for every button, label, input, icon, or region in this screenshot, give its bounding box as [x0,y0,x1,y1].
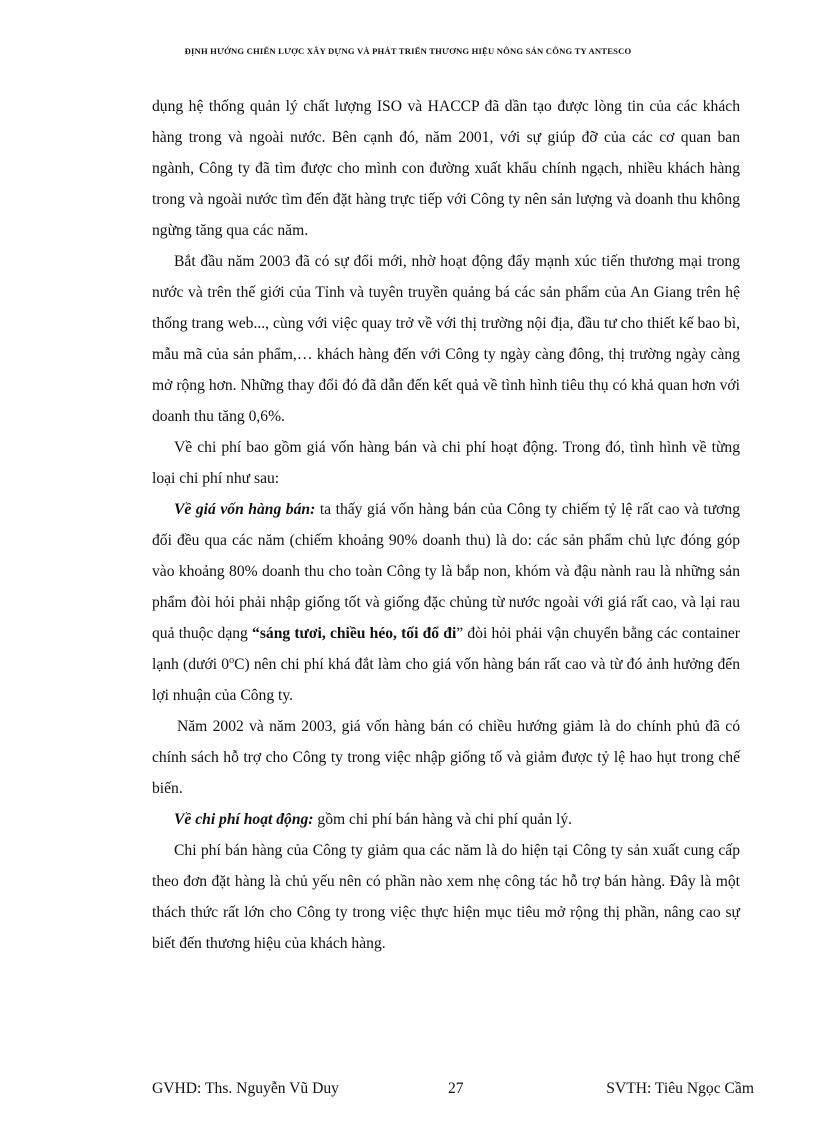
paragraph-6-text: gồm chi phí bán hàng và chi phí quản lý. [313,811,573,828]
document-body [152,91,740,959]
section-label-operating-costs: Về chi phí hoạt động: [174,811,314,828]
quoted-phrase: “sáng tươi, chiều héo, tối đổ đi [252,625,457,642]
paragraph-4-text-b: ” đòi hỏi phải vận chuyển bằng các container lạnh (dưới 0 [152,625,740,673]
degree-superscript: o [229,654,235,666]
paragraph-6 [152,804,740,835]
footer-advisor: GVHD: Ths. Nguyễn Vũ Duy [152,1080,339,1097]
paragraph-2: Bắt đầu năm 2003 đã có sự đổi mới, nhờ hoạt động đẩy mạnh xúc tiến thương mại trong nước và trên thế giới của Tỉnh và tuyên truyền quảng bá các sản phẩm của An Giang trên hệ thống trang web..., cùng với việc quay trở về với thị trường nội địa, đầu tư cho thiết kế bao bì, mẫu mã của sản phẩm,… khách hàng đến với Công ty ngày càng đông, thị trường ngày càng mở rộng hơn. Những thay đổi đó đã dẫn đến kết quả về tình hình tiêu thụ có khả quan hơn với doanh thu tăng 0,6%. [152,253,740,425]
paragraph-1: dụng hệ thống quản lý chất lượng ISO và HACCP đã dần tạo được lòng tin của các khách hàng trong và ngoài nước. Bên cạnh đó, năm 2001, với sự giúp đỡ của các cơ quan ban ngành, Công ty đã tìm được cho mình con đường xuất khẩu chính ngạch, nhiều khách hàng trong và ngoài nước tìm đến đặt hàng trực tiếp với Công ty nên sản lượng và doanh thu không ngừng tăng qua các năm. [152,98,740,239]
footer-student: SVTH: Tiêu Ngọc Cầm [606,1080,754,1097]
paragraph-4-text-c: C) nên chi phí khá đắt làm cho giá vốn hàng bán rất cao và từ đó ảnh hưởng đến lợi nhuận của Công ty. [152,656,740,704]
paragraph-4-text-a: ta thấy giá vốn hàng bán của Công ty chiếm tỷ lệ rất cao và tương đối đều qua các năm (chiếm khoảng 90% doanh thu) là do: các sản phẩm chủ lực đóng góp vào khoảng 80% doanh thu cho toàn Công ty là bắp non, khóm và đậu nành rau là những sản phẩm đòi hỏi phải nhập giống tốt và giống đặc chủng từ nước ngoài với giá rất cao, và lại rau quả thuộc dạng [152,501,740,642]
footer-page-number: 27 [448,1080,464,1097]
paragraph-4 [152,494,740,711]
paragraph-5: Năm 2002 và năm 2003, giá vốn hàng bán có chiều hướng giảm là do chính phủ đã có chính sách hỗ trợ cho Công ty trong việc nhập giống tố và giảm được tỷ lệ hao hụt trong chế biến. [152,718,740,797]
paragraph-7: Chi phí bán hàng của Công ty giảm qua các năm là do hiện tại Công ty sản xuất cung cấp theo đơn đặt hàng là chủ yếu nên có phần nào xem nhẹ công tác hỗ trợ bán hàng. Đây là một thách thức rất lớn cho Công ty trong việc thực hiện mục tiêu mở rộng thị phần, nâng cao sự biết đến thương hiệu của khách hàng. [152,842,740,952]
section-label-cost-of-goods: Về giá vốn hàng bán: [174,501,316,518]
paragraph-3: Về chi phí bao gồm giá vốn hàng bán và chi phí hoạt động. Trong đó, tình hình về từng loại chi phí như sau: [152,439,740,487]
running-header: ĐỊNH HƯỚNG CHIẾN LƯỢC XÂY DỰNG VÀ PHÁT TRIỂN THƯƠNG HIỆU NÔNG SẢN CÔNG TY ANTESCO [184,46,632,56]
page-footer [152,1080,754,1102]
